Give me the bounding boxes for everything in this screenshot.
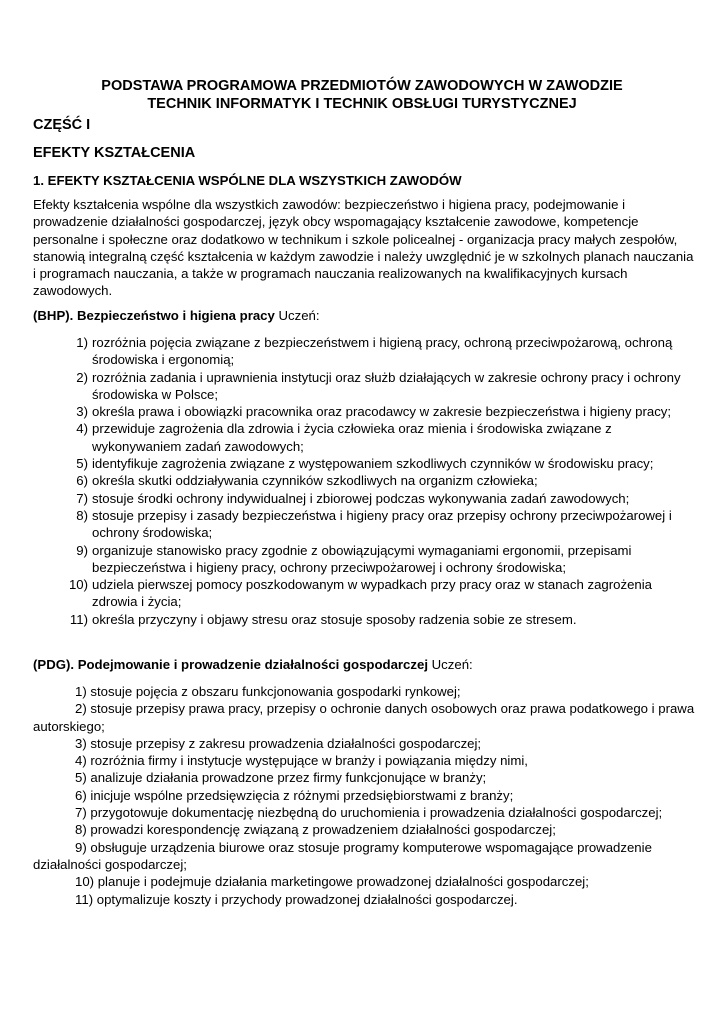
bhp-learner-label: Uczeń: [278, 308, 320, 323]
bhp-section-heading [33, 307, 320, 324]
pdg-list-item: 10) planuje i podejmuje działania marketingowe prowadzonej działalności gospodarczej; [75, 874, 589, 890]
bhp-item-text: określa skutki oddziaływania czynników szkodliwych na organizm człowieka; [92, 473, 538, 489]
bhp-item-text: rozróżnia pojęcia związane z bezpieczeństwem i higieną pracy, ochroną przeciwpożarową, ochroną środowiska i ergonomią; [92, 335, 673, 368]
bhp-item-text: stosuje przepisy i zasady bezpieczeństwa i higieny pracy oraz przepisy ochrony przeciwpożarowej i ochrony środowiska; [92, 507, 672, 541]
bhp-item-number: 2) [76, 369, 88, 385]
bhp-item-number: 11) [69, 611, 88, 627]
bhp-item-text: identyfikuje zagrożenia związane z występowaniem szkodliwych czynników w środowisku pracy; [92, 456, 654, 472]
bhp-list-item [70, 507, 695, 542]
pdg-learner-label: Uczeń: [431, 657, 473, 672]
bhp-item-number: 8) [76, 507, 88, 523]
document-title-line2: TECHNIK INFORMATYK I TECHNIK OBSŁUGI TURYSTYCZNEJ [147, 96, 577, 112]
bhp-item-number: 3) [76, 404, 88, 420]
bhp-item-text: rozróżnia zadania i uprawnienia instytucji oraz służb działających w zakresie ochrony pracy i ochrony środowiska w Polsce; [92, 369, 681, 402]
pdg-list-item: 1) stosuje pojęcia z obszaru funkcjonowania gospodarki rynkowej; [75, 684, 461, 699]
pdg-list-item: 6) inicjuje wspólne przedsięwzięcia z różnymi przedsiębiorstwami z branży; [75, 787, 514, 803]
bhp-list-item [70, 472, 695, 489]
pdg-list-item: 7) przygotowuje dokumentację niezbędną do uruchomienia i prowadzenia działalności gospodarczej; [75, 805, 663, 821]
pdg-list-item: 5) analizuje działania prowadzone przez firmy funkcjonujące w branży; [75, 770, 487, 786]
bhp-item-number: 10) [68, 577, 88, 593]
pdg-list-item: 3) stosuje przepisy z zakresu prowadzenia działalności gospodarczej; [75, 735, 482, 751]
pdg-list-item: 4) rozróżnia firmy i instytucje występujące w branży i powiązania między nimi, [75, 753, 528, 769]
pdg-list [33, 683, 695, 908]
bhp-item-text: organizuje stanowisko pracy zgodnie z obowiązującymi wymaganiami ergonomii, przepisami bezpieczeństwa i higieny pracy, ochrony przeciwpożarowej i ochrony środowiska; [92, 542, 632, 575]
bhp-item-number: 7) [76, 490, 88, 506]
bhp-item-text: przewiduje zagrożenia dla zdrowia i życia człowieka oraz mienia i środowiska związane z wykonywaniem zadań zawodowych; [92, 421, 612, 454]
bhp-item-number: 5) [76, 456, 88, 472]
bhp-item-number: 9) [76, 542, 88, 558]
bhp-list-item [70, 420, 695, 455]
bhp-list [70, 334, 695, 628]
bhp-title: Bezpieczeństwo i higiena pracy [76, 308, 275, 323]
pdg-code: (PDG). [33, 657, 75, 672]
pdg-list-item: 2) stosuje przepisy prawa pracy, przepisy o ochronie danych osobowych oraz prawa podatkowego i prawa autorskiego; [33, 701, 695, 734]
common-effects-heading: 1. EFEKTY KSZTAŁCENIA WSPÓLNE DLA WSZYSTKICH ZAWODÓW [33, 173, 462, 188]
bhp-list-item [70, 576, 695, 611]
bhp-list-item [70, 542, 695, 577]
bhp-item-text: określa przyczyny i objawy stresu oraz stosuje sposoby radzenia sobie ze stresem. [92, 611, 577, 627]
pdg-list-item: 11) optymalizuje koszty i przychody prowadzonej działalności gospodarczej. [75, 891, 518, 907]
bhp-list-item [70, 490, 695, 507]
bhp-item-number: 4) [76, 421, 88, 437]
bhp-item-text: określa prawa i obowiązki pracownika oraz pracodawcy w zakresie bezpieczeństwa i higieny pracy; [92, 404, 672, 420]
bhp-list-item [70, 403, 695, 420]
bhp-list-item [70, 611, 695, 628]
bhp-code: (BHP). [33, 308, 74, 323]
bhp-list-item [70, 455, 695, 472]
document-title-line1: PODSTAWA PROGRAMOWA PRZEDMIOTÓW ZAWODOWYCH W ZAWODZIE [101, 78, 623, 94]
bhp-item-text: stosuje środki ochrony indywidualnej i zbiorowej podczas wykonywania zadań zawodowych; [92, 490, 630, 506]
bhp-item-number: 1) [76, 335, 88, 350]
bhp-list-item [70, 369, 695, 404]
pdg-list-item: 9) obsługuje urządzenia biurowe oraz stosuje programy komputerowe wspomagające prowadzenie działalności gospodarczej; [33, 839, 652, 872]
bhp-item-text: udziela pierwszej pomocy poszkodowanym w wypadkach przy pracy oraz w stanach zagrożenia zdrowia i życia; [92, 577, 652, 610]
pdg-title: Podejmowanie i prowadzenie działalności gospodarczej [77, 657, 428, 672]
bhp-item-number: 6) [76, 473, 88, 489]
pdg-section-heading [33, 656, 473, 673]
part-heading: CZĘŚĆ I [33, 117, 91, 133]
effects-heading: EFEKTY KSZTAŁCENIA [33, 145, 196, 161]
intro-paragraph: Efekty kształcenia wspólne dla wszystkich zawodów: bezpieczeństwo i higiena pracy, podejmowanie i prowadzenie działalności gospodarczej, język obcy wspomagający kształcenie zawodowe, kompetencje personalne i społeczne oraz dodatkowo w technikum i szkole policealnej - organizacja pracy małych zespołów, stanowią integralną część kształcenia w każdym zawodzie i należy uwzględnić je w szkolnych planach nauczania i programach nauczania, a także w programach nauczania realizowanych na kwalifikacyjnych kursach zawodowych. [33, 197, 694, 299]
bhp-list-item [70, 334, 695, 369]
pdg-list-item: 8) prowadzi korespondencję związaną z prowadzeniem działalności gospodarczej; [75, 822, 556, 838]
